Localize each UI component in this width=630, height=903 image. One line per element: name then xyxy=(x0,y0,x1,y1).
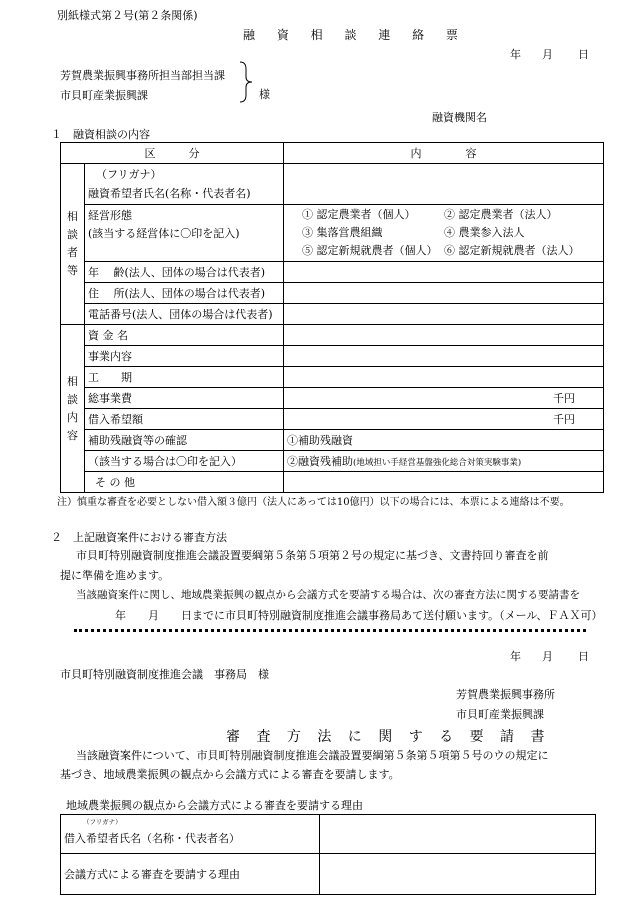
header-kubun: 区 分 xyxy=(61,143,284,164)
addressee-honorific: 様 xyxy=(259,88,270,101)
reason-heading: 地域農業振興の観点から会議方式による審査を要請する理由 xyxy=(66,799,363,812)
table-row xyxy=(61,367,604,388)
request-from-1: 芳賀農業振興事務所 xyxy=(456,688,555,701)
request-applicant-field[interactable] xyxy=(320,815,596,854)
period-label: 工 期 xyxy=(85,367,284,388)
business-type-options[interactable] xyxy=(284,205,604,262)
table-row xyxy=(61,472,604,493)
table-row xyxy=(61,388,604,409)
subsidy-check-label: 補助残融資等の確認 xyxy=(85,430,284,451)
option-1: ① 認定農業者（個人） xyxy=(302,208,416,221)
address-field[interactable] xyxy=(284,283,604,304)
section1-heading: １ 融資相談の内容 xyxy=(51,128,150,141)
option-6: ⑥ 認定新規就農者（法人） xyxy=(444,244,580,257)
request-reason-label: 会議方式による審査を要請する理由 xyxy=(61,854,320,895)
brace-icon xyxy=(238,61,256,103)
addressee-1: 芳賀農業振興事務所担当部担当課 xyxy=(60,69,225,82)
request-table xyxy=(60,814,596,895)
fund-name-label: 資 金 名 xyxy=(85,325,284,346)
request-date-day: 日 xyxy=(578,650,589,663)
section2-heading: ２ 上記融資案件における審査方法 xyxy=(51,531,227,544)
table-row xyxy=(61,346,604,367)
subsidy-option-1[interactable]: ①補助残融資 xyxy=(284,430,604,451)
request-reason-field[interactable] xyxy=(320,854,596,895)
table-row xyxy=(61,325,604,346)
addressee-2: 市貝町産業振興課 xyxy=(60,89,148,102)
option-2: ② 認定農業者（法人） xyxy=(444,208,558,221)
group-label-soudannaiyou: 相 談 内 容 xyxy=(61,325,85,493)
table-row xyxy=(61,854,596,895)
institution-label: 融資機関名 xyxy=(432,111,487,124)
period-field[interactable] xyxy=(284,367,604,388)
phone-label: 電話番号(法人、団体の場合は代表者) xyxy=(85,304,284,325)
request-body-line1: 当該融資案件について、市貝町特別融資制度推進会議設置要綱第５条第５項第５号のウの規定に xyxy=(76,749,549,762)
section2-paragraph2-line1: 当該融資案件に関し、地域農業振興の観点から会議方式を要請する場合は、次の審査方法に関する要請書を xyxy=(76,589,580,601)
other-label: そ の 他 xyxy=(85,472,284,493)
table-row xyxy=(61,283,604,304)
consultation-table xyxy=(60,142,604,493)
footnote: 注）慎重な審査を必要としない借入額３億円（法人にあっては10億円）以下の場合には、本票による連絡は不要。 xyxy=(57,497,570,508)
request-from-2: 市貝町産業振興課 xyxy=(456,708,544,721)
option-3: ③ 集落営農組織 xyxy=(302,226,383,239)
subsidy-check-note: （該当する場合は〇印を記入） xyxy=(85,451,284,472)
request-title: 審 査 方 法 に 関 す る 要 請 書 xyxy=(226,729,551,745)
age-field[interactable] xyxy=(284,262,604,283)
form-number: 別紙様式第２号(第２条関係) xyxy=(57,9,198,22)
request-date-month: 月 xyxy=(542,650,553,663)
request-body-line2: 基づき、地域農業振興の観点から会議方式による審査を要請します。 xyxy=(60,768,400,781)
date-month-label: 月 xyxy=(542,48,553,61)
date-year-label: 年 xyxy=(510,48,521,61)
other-field[interactable] xyxy=(284,472,604,493)
request-addressee: 市貝町特別融資制度推進会議 事務局 様 xyxy=(60,668,269,681)
section2-paragraph1-line2: 提に準備を進めます。 xyxy=(60,569,170,582)
table-row xyxy=(61,205,604,262)
option-5: ⑤ 認定新規就農者（個人） xyxy=(302,244,438,257)
loan-amount-field[interactable] xyxy=(284,409,604,430)
phone-field[interactable] xyxy=(284,304,604,325)
group-label-soudansha: 相 談 者 等 xyxy=(61,164,85,325)
table-row xyxy=(61,409,604,430)
table-row xyxy=(61,815,596,854)
applicant-name-field[interactable] xyxy=(284,164,604,205)
business-content-field[interactable] xyxy=(284,346,604,367)
subsidy-option-2[interactable]: ②融資残補助(地域担い手経営基盤強化総合対策実験事業) xyxy=(284,451,604,472)
table-row xyxy=(61,164,604,205)
business-type-label: 経営形態 (該当する経営体に〇印を記入) xyxy=(85,205,284,262)
table-row xyxy=(61,262,604,283)
total-cost-field[interactable] xyxy=(284,388,604,409)
total-cost-label: 総事業費 xyxy=(85,388,284,409)
fund-name-field[interactable] xyxy=(284,325,604,346)
loan-amount-label: 借入希望額 xyxy=(85,409,284,430)
page-title: 融 資 相 談 連 絡 票 xyxy=(243,28,467,42)
request-date-year: 年 xyxy=(510,650,521,663)
furigana-small: （フリガナ） xyxy=(83,818,122,826)
unit-label: 千円 xyxy=(553,413,575,426)
age-label: 年 齢(法人、団体の場合は代表者) xyxy=(85,262,284,283)
request-applicant-label: （フリガナ） 借入希望者氏名（名称・代表者名） xyxy=(61,815,320,854)
table-row xyxy=(61,430,604,451)
cut-line xyxy=(74,629,586,632)
section2-paragraph2-line2: 年 月 日までに市貝町特別融資制度推進会議事務局あて送付願います。（メール、ＦＡＸ可） xyxy=(115,609,603,622)
table-header-row xyxy=(61,143,604,164)
table-row xyxy=(61,451,604,472)
unit-label: 千円 xyxy=(553,392,575,405)
option-4: ④ 農業参入法人 xyxy=(444,226,525,239)
address-label: 住 所(法人、団体の場合は代表者) xyxy=(85,283,284,304)
header-naiyou: 内 容 xyxy=(284,143,604,164)
applicant-name-label: （フリガナ） 融資希望者氏名(名称・代表者名) xyxy=(85,164,284,205)
table-row xyxy=(61,304,604,325)
section2-paragraph1-line1: 市貝町特別融資制度推進会議設置要綱第５条第５項第２号の規定に基づき、文書持回り審査を前 xyxy=(76,549,549,562)
date-day-label: 日 xyxy=(578,48,589,61)
business-content-label: 事業内容 xyxy=(85,346,284,367)
